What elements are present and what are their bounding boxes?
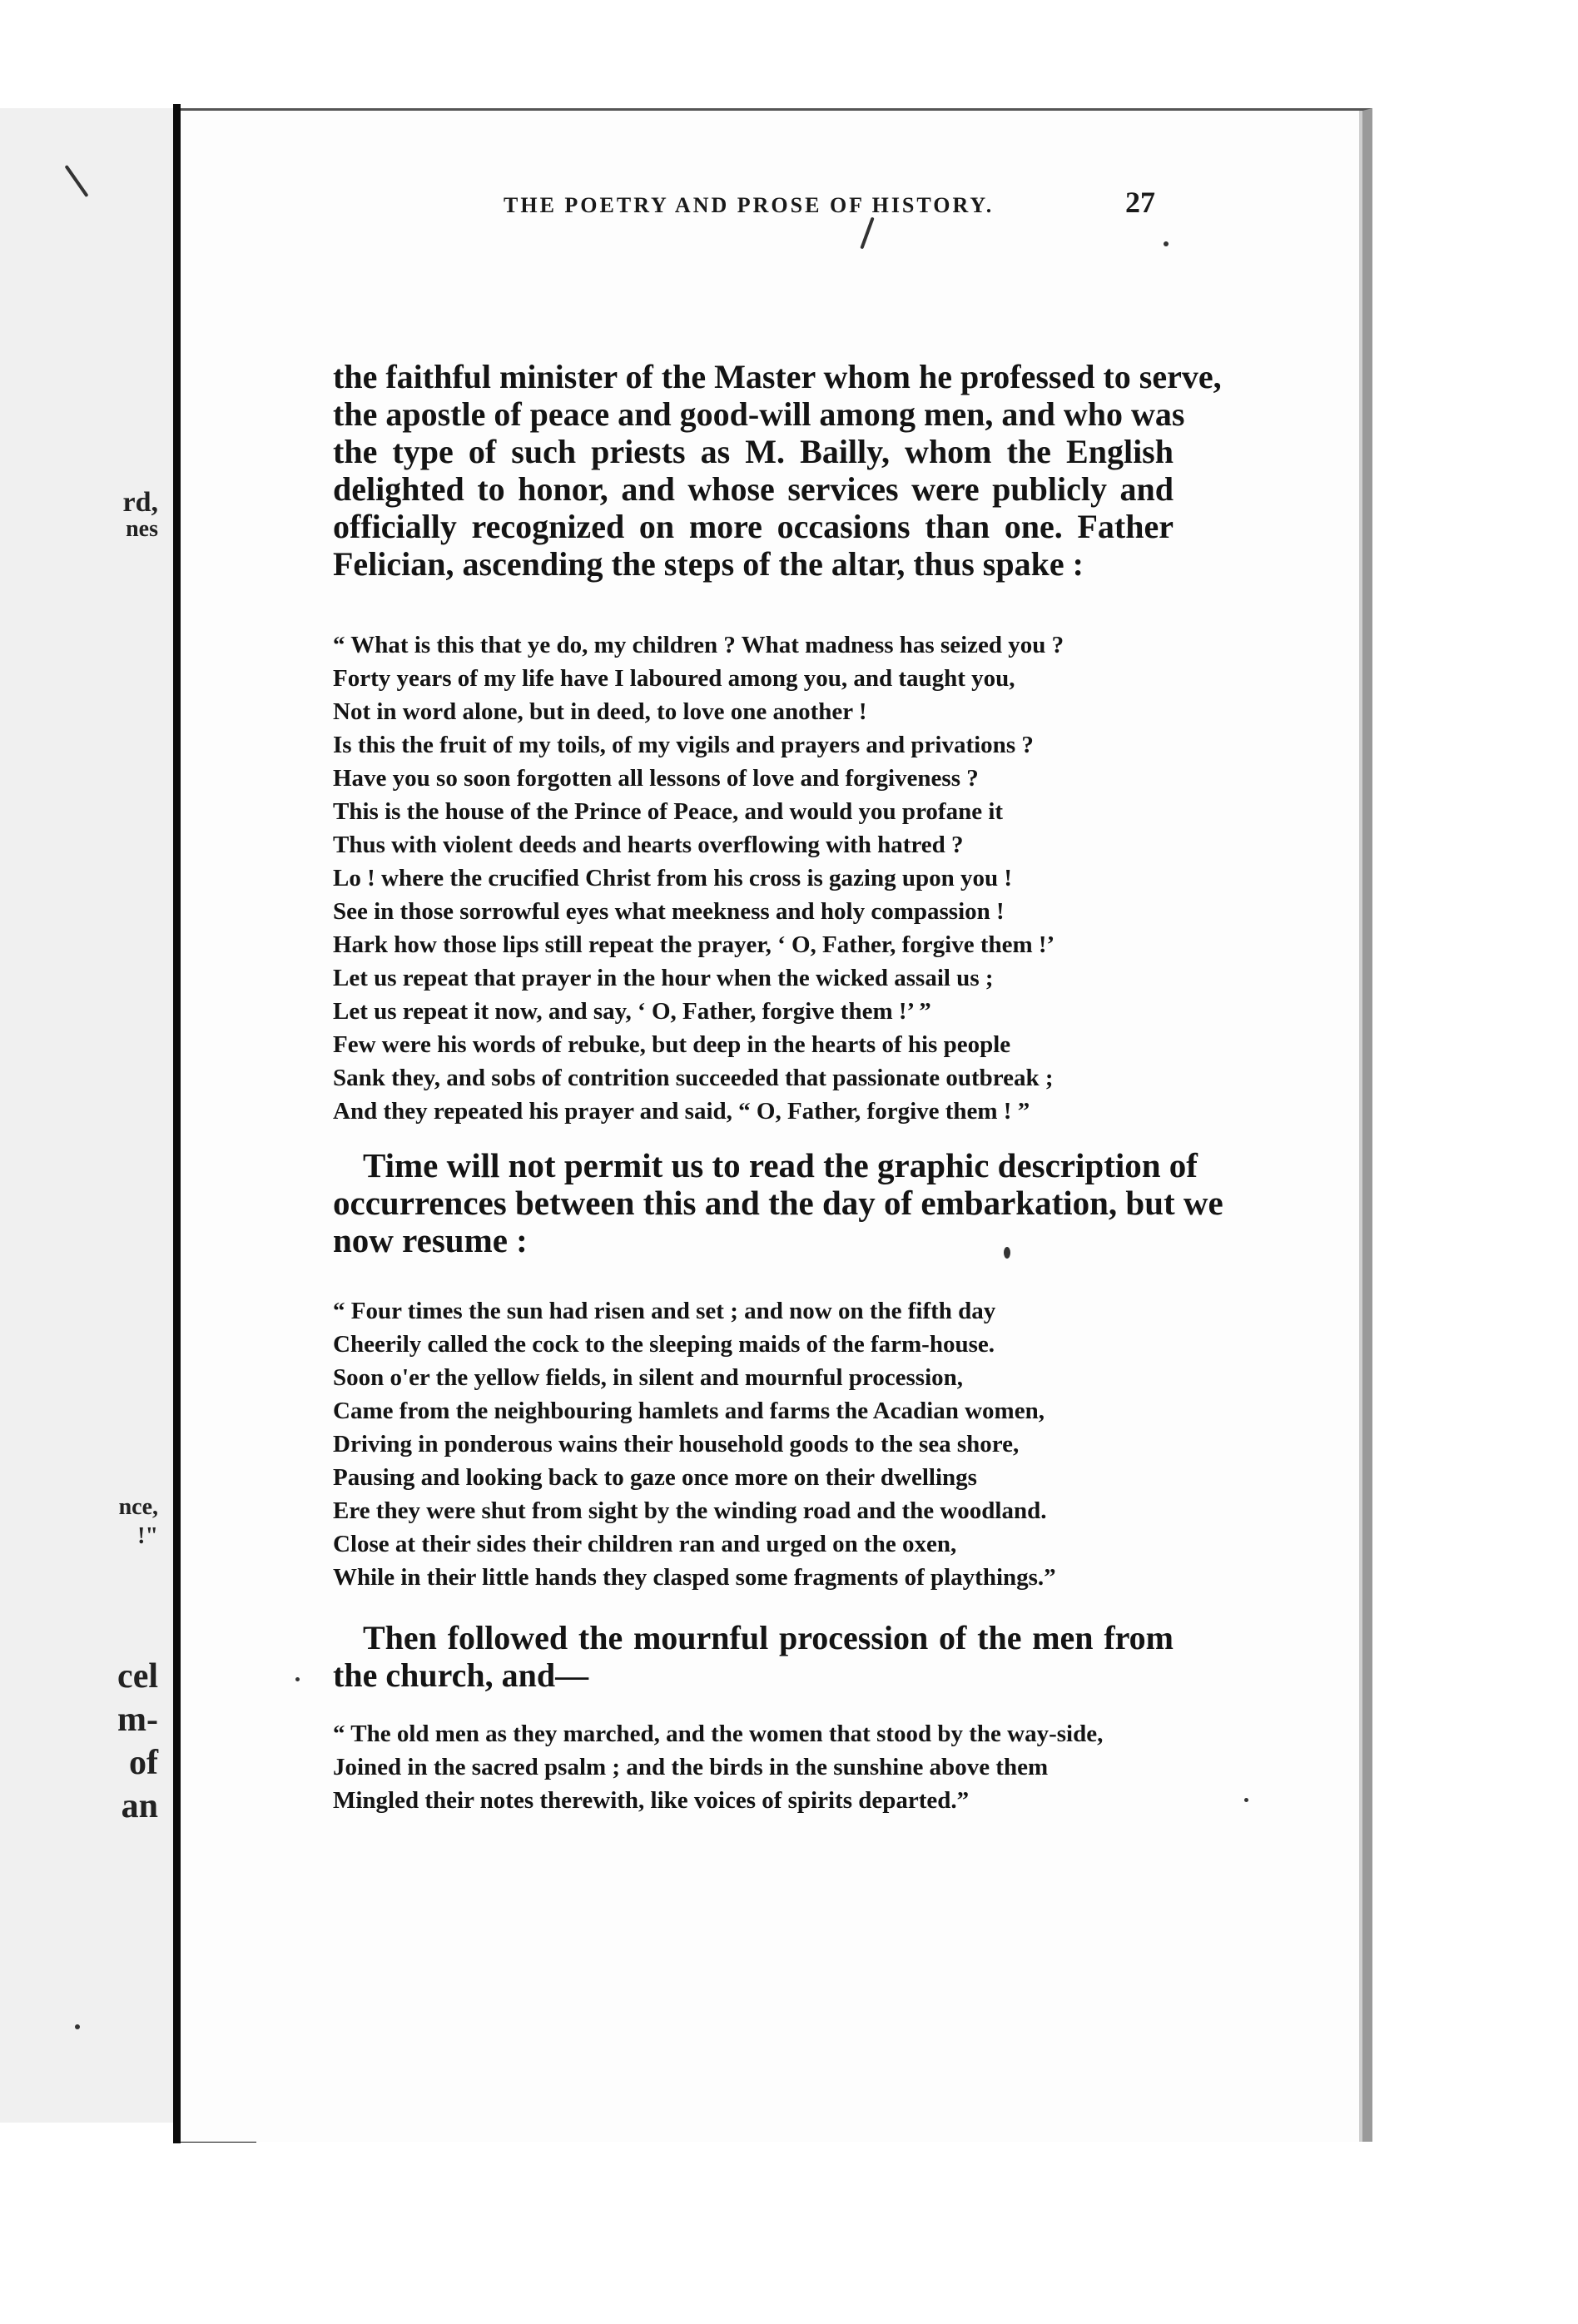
verse-line: Let us repeat it now, and say, ‘ O, Father, forgive them !’ ” <box>333 998 931 1025</box>
facing-page-fragment: !" <box>137 1523 158 1549</box>
verse-line: And they repeated his prayer and said, “ O, Father, forgive them ! ” <box>333 1098 1030 1125</box>
verse-line: See in those sorrowful eyes what meekness and holy compassion ! <box>333 898 1005 925</box>
facing-page-fragment: m- <box>117 1701 158 1739</box>
text-line: Time will not permit us to read the graphic description of <box>363 1146 1198 1184</box>
ink-speck <box>1244 1798 1248 1802</box>
binding-shadow <box>173 104 181 2143</box>
ink-speck <box>295 1677 300 1681</box>
verse-line: Cheerily called the cock to the sleeping maids of the farm-house. <box>333 1331 995 1358</box>
text-line: delighted to honor, and whose services were publicly and <box>333 470 1174 508</box>
verse-line: Forty years of my life have I laboured among you, and taught you, <box>333 665 1015 692</box>
verse-line: Thus with violent deeds and hearts overflowing with hatred ? <box>333 832 964 858</box>
verse-line: Sank they, and sobs of contrition succeeded that passionate outbreak ; <box>333 1065 1054 1091</box>
text-line: occurrences between this and the day of embarkation, but we <box>333 1184 1223 1222</box>
verse-line: Lo ! where the crucified Christ from his cross is gazing upon you ! <box>333 865 1013 891</box>
facing-page-fragment: of <box>129 1744 158 1782</box>
verse-line: Soon o'er the yellow fields, in silent and mournful procession, <box>333 1364 964 1391</box>
verse-quotation <box>333 1294 1182 1594</box>
verse-line: Driving in ponderous wains their household goods to the sea shore, <box>333 1431 1020 1457</box>
text-line: Then followed the mournful procession of the men from <box>363 1619 1174 1656</box>
verse-line: Is this the fruit of my toils, of my vigils and prayers and privations ? <box>333 732 1034 758</box>
paragraph-continuation <box>333 358 1222 583</box>
text-line: Felician, ascending the steps of the altar, thus spake : <box>333 545 1084 583</box>
facing-page-fragment: cel <box>117 1657 158 1696</box>
ink-speck <box>1004 1247 1010 1259</box>
text-line: the church, and— <box>333 1656 589 1694</box>
facing-page-fragment: an <box>121 1787 158 1825</box>
verse-line: Joined in the sacred psalm ; and the birds in the sunshine above them <box>333 1754 1049 1780</box>
verse-line: Ere they were shut from sight by the winding road and the woodland. <box>333 1497 1047 1524</box>
facing-page-fragments <box>0 108 166 2123</box>
verse-line: This is the house of the Prince of Peace, and would you profane it <box>333 798 1004 825</box>
paragraph <box>333 1146 1223 1259</box>
verse-quotation <box>333 1717 1182 1817</box>
verse-line: Let us repeat that prayer in the hour when the wicked assail us ; <box>333 965 994 991</box>
ink-speck <box>75 2024 80 2029</box>
verse-line: Mingled their notes therewith, like voices of spirits departed.” <box>333 1787 970 1814</box>
facing-page-fragment: rd, <box>122 487 158 518</box>
running-head: THE POETRY AND PROSE OF HISTORY. <box>504 193 995 217</box>
text-line: now resume : <box>333 1221 528 1259</box>
verse-line: Not in word alone, but in deed, to love one another ! <box>333 698 867 725</box>
verse-quotation <box>333 628 1182 1128</box>
verse-line: Few were his words of rebuke, but deep in the hearts of his people <box>333 1031 1011 1058</box>
verse-line: “ Four times the sun had risen and set ; and now on the fifth day <box>333 1298 996 1324</box>
facing-page-edge <box>0 108 175 2123</box>
verse-line: Close at their sides their children ran and urged on the oxen, <box>333 1531 957 1557</box>
facing-page-fragment: nes <box>126 516 158 542</box>
verse-line: “ The old men as they marched, and the women that stood by the way-side, <box>333 1721 1104 1747</box>
verse-line: “ What is this that ye do, my children ? What madness has seized you ? <box>333 632 1064 658</box>
verse-line: Have you so soon forgotten all lessons of love and forgiveness ? <box>333 765 979 792</box>
text-line: officially recognized on more occasions than one. Father <box>333 508 1174 545</box>
paragraph <box>333 1619 1174 1694</box>
ink-speck <box>1164 241 1169 246</box>
verse-line: Hark how those lips still repeat the prayer, ‘ O, Father, forgive them !’ <box>333 931 1055 958</box>
text-line: the apostle of peace and good-will among men, and who was <box>333 395 1185 433</box>
verse-line: Came from the neighbouring hamlets and farms the Acadian women, <box>333 1398 1045 1424</box>
page-number: 27 <box>1125 186 1155 219</box>
facing-page-fragment: nce, <box>118 1494 158 1520</box>
verse-line: While in their little hands they clasped some fragments of playthings.” <box>333 1564 1056 1591</box>
text-line: the faithful minister of the Master whom he professed to serve, <box>333 358 1222 395</box>
text-line: the type of such priests as M. Bailly, whom the English <box>333 433 1174 470</box>
verse-line: Pausing and looking back to gaze once more on their dwellings <box>333 1464 977 1491</box>
